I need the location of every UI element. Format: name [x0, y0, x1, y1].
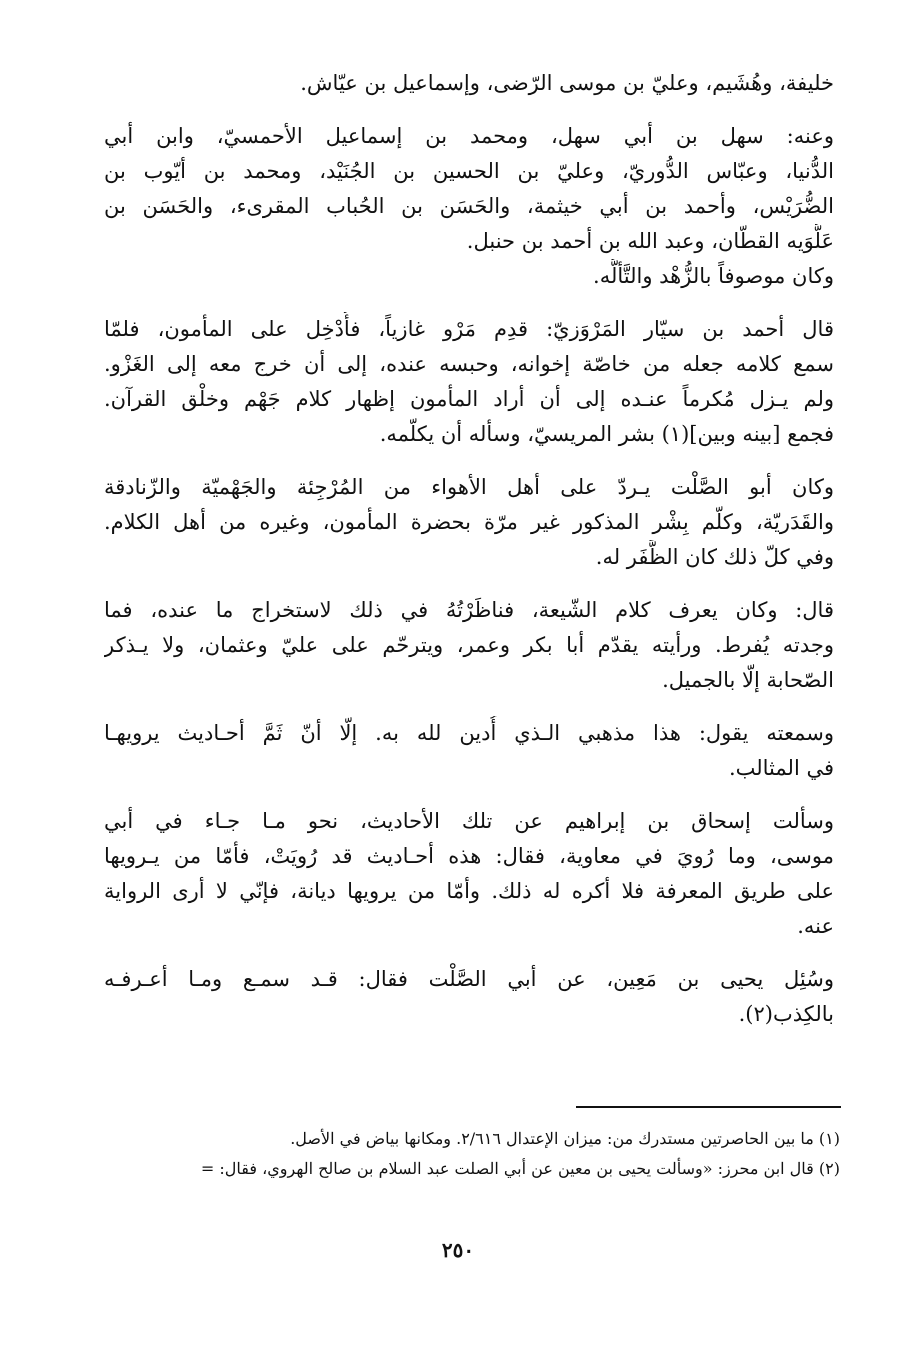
text-line: قال أحمد بن سيّار المَرْوَزيّ: قدِم مَرْو غازياً، فأُدْخِل على المأمون، فلمّا: [104, 317, 834, 341]
text-line: وعنه: سهل بن أبي سهل، ومحمد بن إسماعيل الأحمسيّ، وابن أبي: [104, 124, 834, 148]
text-line: بالكِذب(٢).: [738, 1002, 834, 1026]
text-line: الصّحابة إلّا بالجميل.: [662, 668, 834, 692]
main-text: [104, 66, 834, 1032]
text-line: عَلُّوَيه القطّان، وعبد الله بن أحمد بن حنبل.: [466, 229, 834, 253]
text-line: والقَدَريّة، وكلّم بِشْر المذكور غير مرّة بحضرة المأمون، وغيره من أهل الكلام.: [104, 510, 834, 534]
text-line: ولم يـزل مُكرماً عنـده إلى أن أراد المأمون إظهار كلام جَهْم وخلْق القرآن.: [104, 387, 834, 411]
text-line: وسألت إسحاق بن إبراهيم عن تلك الأحاديث، نحو مـا جـاء في أبي: [104, 809, 834, 833]
text-line: على طريق المعرفة فلا أكره له ذلك. وأمّا من يرويها ديانة، فإنّي لا أرى الرواية: [104, 879, 834, 903]
text-line: سمع كلامه جعله من خاصّة إخوانه، وحبسه عنده، إلى أن خرج معه إلى الغَزْو.: [104, 352, 834, 376]
paragraph: [104, 593, 834, 698]
paragraph: [104, 804, 834, 944]
paragraph: [104, 716, 834, 786]
page-number: ٢٥٠: [441, 1238, 475, 1262]
footnotes: [104, 1124, 840, 1184]
paragraph: [104, 312, 834, 452]
paragraph: [104, 66, 834, 101]
text-line: وجدته يُفرط. ورأيته يقدّم أبا بكر وعمر، ويترحّم على عليّ وعثمان، ولا يـذكر: [104, 633, 834, 657]
text-line: فجمع [بينه وبين](١) بشر المريسيّ، وسأله أن يكلّمه.: [379, 422, 834, 446]
text-line: في المثالب.: [728, 756, 834, 780]
paragraph: [104, 962, 834, 1032]
text-line: وسُئِل يحيى بن مَعِين، عن أبي الصَّلْت فقال: قـد سمـع ومـا أعـرفـه: [104, 967, 834, 991]
text-line: وفي كلّ ذلك كان الظَّفَر له.: [595, 545, 834, 569]
footnote: (٢) قال ابن محرز: «وسألت يحيى بن معين عن أبي الصلت عبد السلام بن صالح الهروي، فقال: =: [200, 1159, 840, 1178]
paragraph: [104, 470, 834, 575]
text-line: الدُّنيا، وعبّاس الدُّوريّ، وعليّ بن الحسين بن الجُنَيْد، ومحمد بن أيّوب بن: [104, 159, 834, 183]
text-line: وكان موصوفاً بالزُّهْد والتَّألُّه.: [593, 264, 834, 288]
text-line: موسى، وما رُويَ في معاوية، فقال: هذه أحـاديث قد رُويَتْ، فأمّا من يـرويها: [104, 844, 834, 868]
text-line: قال: وكان يعرف كلام الشّيعة، فناظَرْتُهُ في ذلك لاستخراج ما عنده، فما: [104, 598, 834, 622]
text-line: وسمعته يقول: هذا مذهبي الـذي أُدين لله به. إلّا أنّ ثَمَّ أحـاديث يرويهـا: [104, 721, 834, 745]
text-line: وكان أبو الصَّلْت يـردّ على أهل الأهواء من المُرْجِئة والجَهْميّة والزّنادقة: [104, 475, 834, 499]
text-line: عنه.: [797, 914, 834, 938]
paragraph: [104, 119, 834, 294]
text-line: الضُّرَيْس، وأحمد بن أبي خيثمة، والحَسَن بن الحُباب المقرىء، والحَسَن بن: [104, 194, 834, 218]
text-line: خليفة، وهُشَيم، وعليّ بن موسى الرّضى، وإسماعيل بن عيّاش.: [300, 71, 834, 95]
footnote-divider: [576, 1106, 841, 1108]
footnote: (١) ما بين الحاصرتين مستدرك من: ميزان الإعتدال ٢/٦١٦. ومكانها بياض في الأصل.: [290, 1129, 840, 1148]
